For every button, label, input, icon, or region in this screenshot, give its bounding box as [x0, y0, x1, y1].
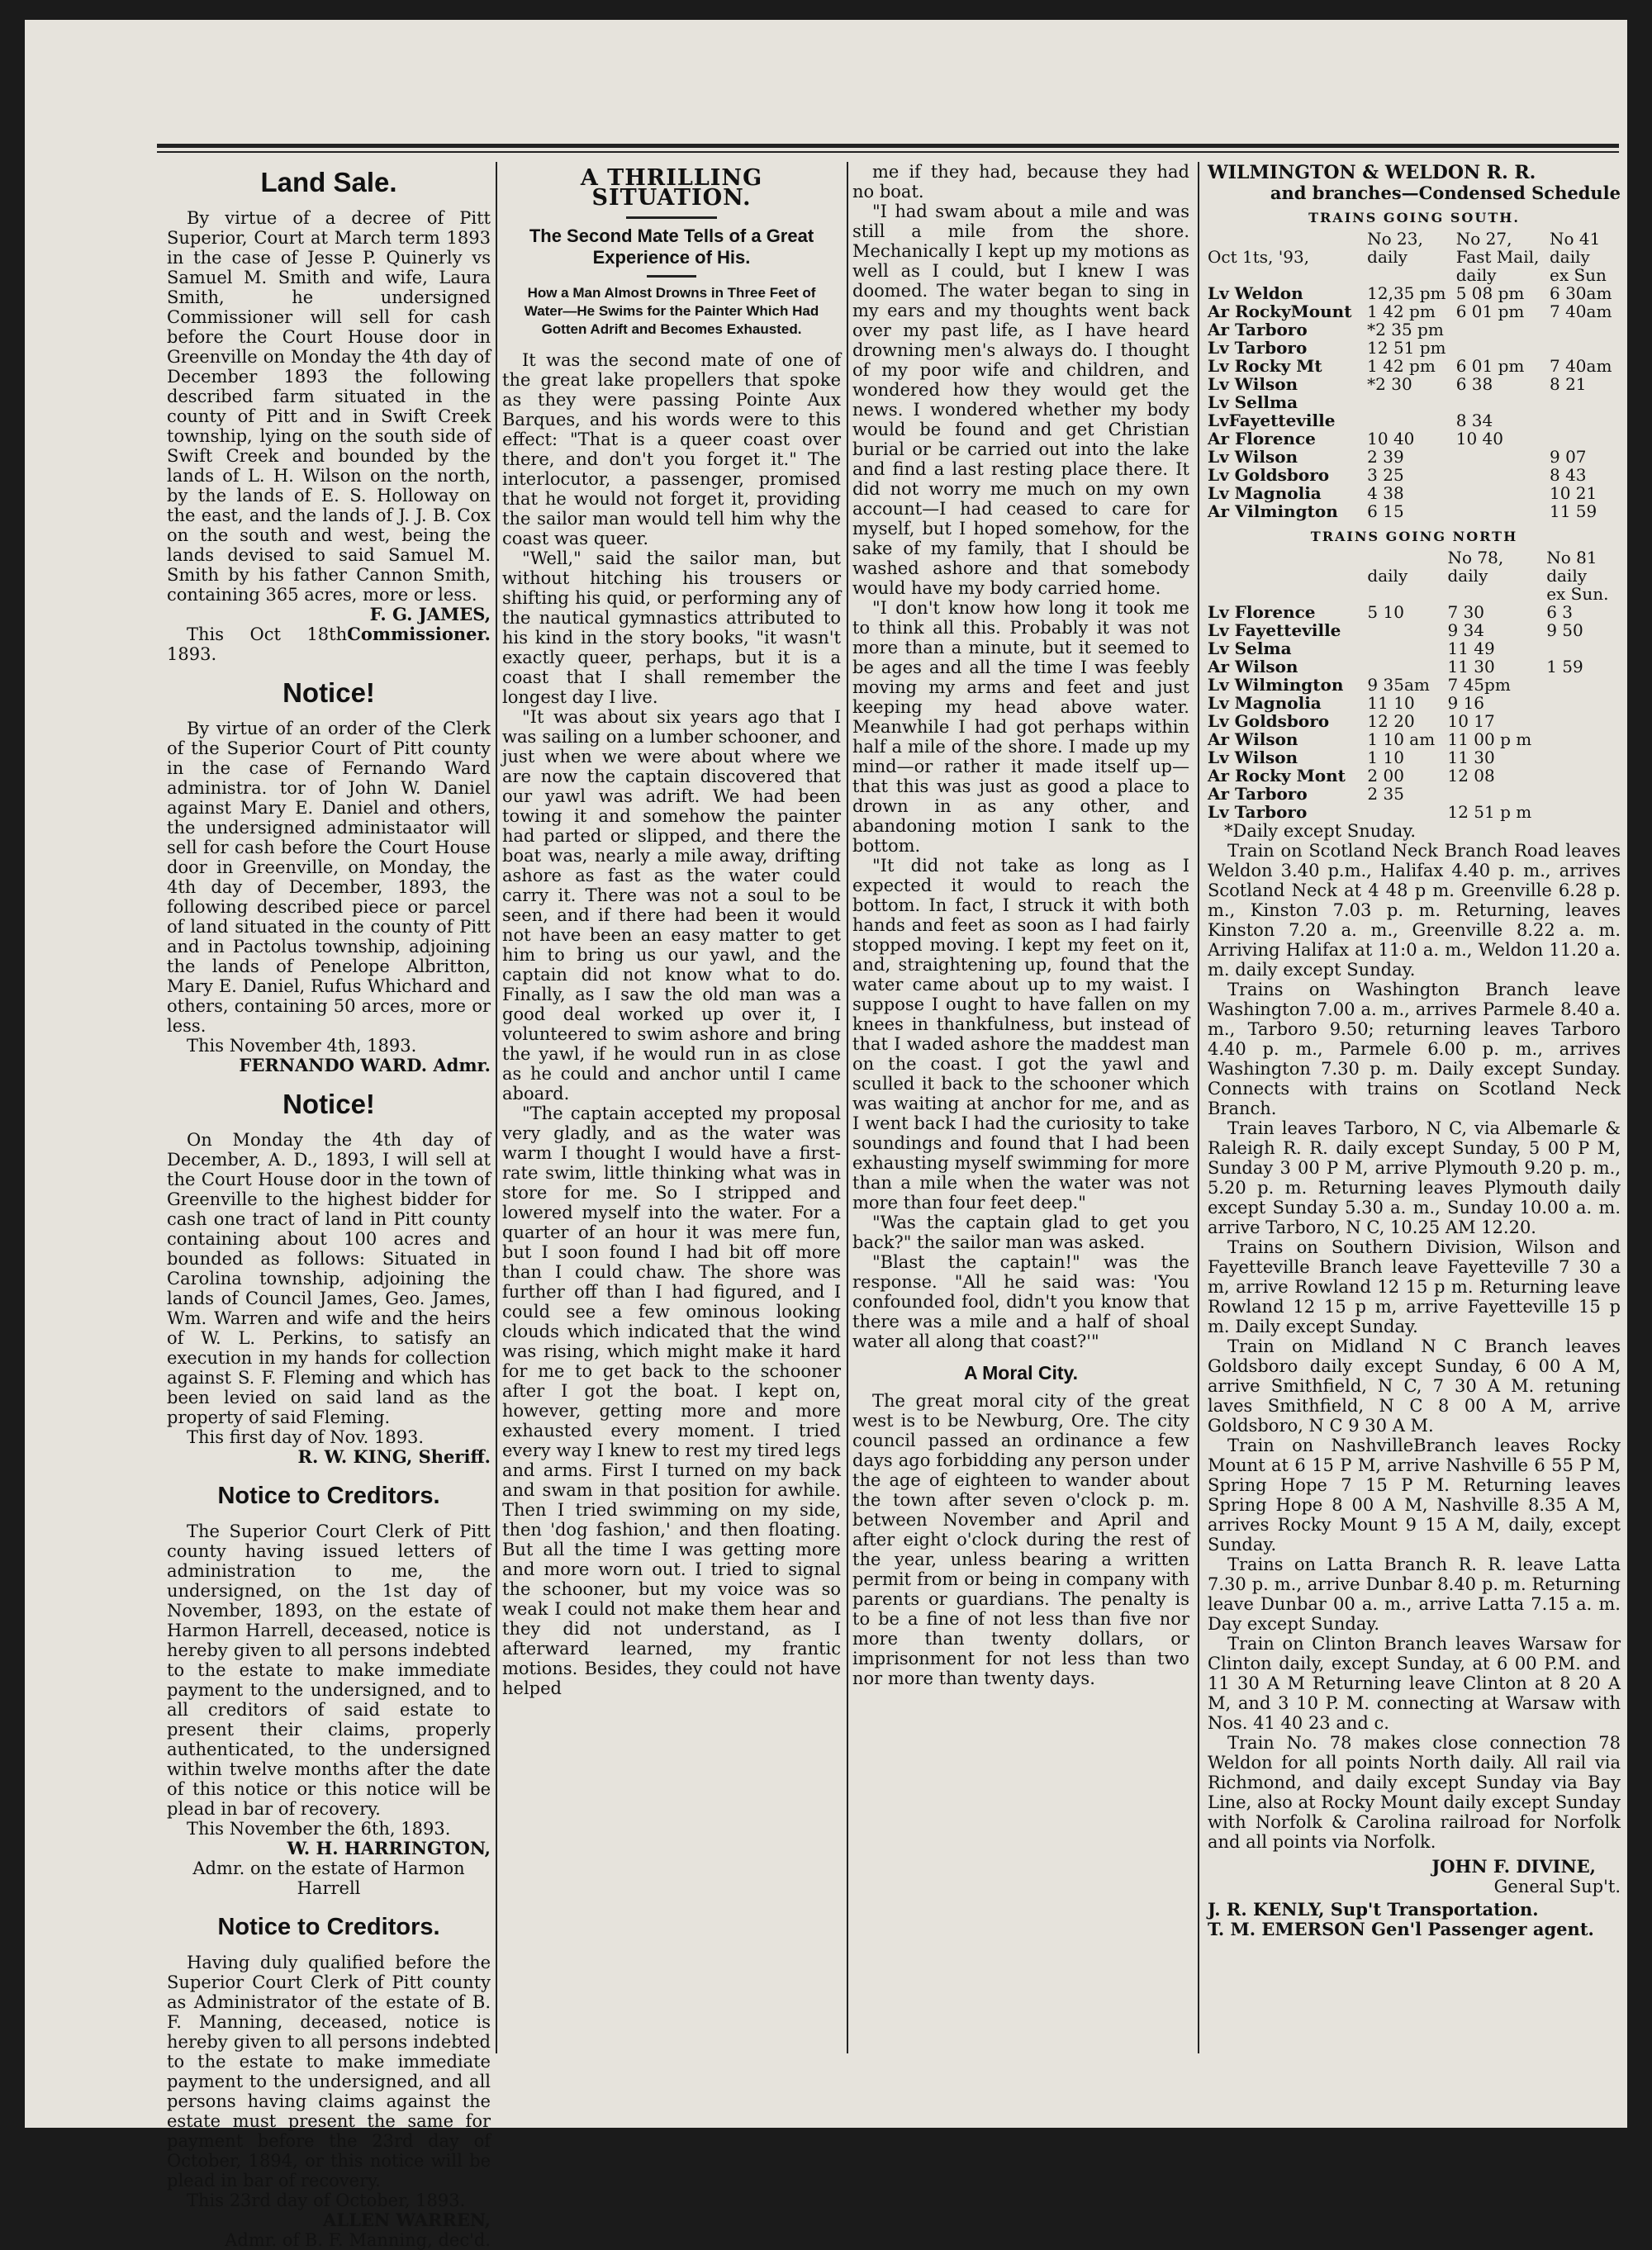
timetable-header-cell: [1208, 567, 1367, 585]
time-cell: [1367, 657, 1447, 676]
land-sale-notice: [167, 165, 491, 664]
time-cell: 7 30: [1447, 602, 1485, 622]
time-cell: [1456, 393, 1550, 411]
railroad-column: [1208, 162, 1621, 2070]
time-cell: [1550, 339, 1621, 357]
branch-schedule-paragraph: Train on Scotland Neck Branch Road leaves Weldon 3.40 p.m., Halifax 4.40 p. m., arrives Scotland Neck at 4 48 p m. Greenville 6.28 p. m., Kinston 7.03 p. m. Returning, leaves Kinston 7.20 a. m., Greenville 8.22 a. m. Arriving Halifax at 11:0 a. m., Weldon 11.20 a. m. daily except Sunday.: [1208, 841, 1621, 980]
time-cell: [1546, 785, 1621, 803]
time-cell: 1 42 pm: [1367, 356, 1436, 376]
timetable-header-cell: Fast Mail,: [1455, 247, 1540, 267]
time-cell: 8 34: [1455, 411, 1493, 430]
signer-divine-role: General Sup't.: [1493, 1877, 1621, 1896]
south-timetable-row: [1208, 357, 1621, 375]
time-cell: 12,35 pm: [1367, 283, 1446, 303]
time-cell: [1456, 448, 1550, 466]
station-name: Lv Fayetteville: [1208, 620, 1341, 640]
time-cell: [1546, 767, 1621, 785]
south-timetable-row: [1208, 448, 1621, 466]
creditors-harrington: [167, 1479, 491, 1898]
time-cell: 1 59: [1546, 657, 1583, 676]
time-cell: 11 49: [1447, 638, 1495, 658]
land-sale-role: Commissioner.: [347, 624, 491, 644]
time-cell: 6 15: [1367, 501, 1404, 521]
story-paragraph: "Well," said the sailor man, but without hitching his trousers or shifting his quid, or performing any of the nautical gymnastics attributed to his kind in the story books, "it wasn't exactly queer, perhaps, but it is a coast that I shall remember the longest day I live.: [502, 548, 841, 707]
south-timetable-header: [1208, 248, 1621, 266]
land-sale-title: Land Sale.: [260, 167, 397, 197]
timetable-header-cell: Oct 1ts, '93,: [1208, 247, 1310, 267]
south-timetable: [1208, 230, 1621, 520]
branch-schedules: [1208, 841, 1621, 1852]
timetable-header-cell: ex Sun: [1550, 265, 1607, 285]
timetable-header-cell: [1208, 585, 1367, 603]
time-cell: 9 16: [1447, 693, 1485, 713]
south-timetable-row: [1208, 430, 1621, 448]
timetable-header-cell: daily: [1546, 566, 1588, 586]
time-cell: 1 10: [1367, 748, 1404, 767]
time-cell: 9 35am: [1367, 675, 1430, 695]
time-cell: 7 45pm: [1447, 675, 1511, 695]
column-rule-2: [847, 162, 848, 2053]
station-name: Ar Florence: [1208, 429, 1316, 449]
time-cell: 11 00 p m: [1447, 729, 1532, 749]
time-cell: 3 25: [1367, 465, 1404, 485]
story-deck: How a Man Almost Drowns in Three Feet of Water—He Swims for the Painter Which Had Gotten Adrift and Becomes Exhausted.: [524, 285, 819, 337]
station-name: Lv Wilson: [1208, 748, 1298, 767]
story-title-rule: [626, 216, 717, 219]
north-timetable-row: [1208, 748, 1621, 767]
time-cell: 12 08: [1447, 766, 1495, 786]
moral-city-title: A Moral City.: [963, 1362, 1078, 1384]
time-cell: [1546, 694, 1621, 712]
north-timetable-row: [1208, 676, 1621, 694]
notice-king-date: This first day of Nov. 1893.: [187, 1427, 425, 1447]
north-timetable-row: [1208, 785, 1621, 803]
north-timetable-row: [1208, 603, 1621, 621]
signer-kenly: J. R. KENLY, Sup't Transportation.: [1208, 1899, 1539, 1920]
timetable-header-cell: [1208, 266, 1367, 284]
time-cell: [1546, 803, 1621, 821]
time-cell: [1546, 639, 1621, 657]
creditors-harrington-body: The Superior Court Clerk of Pitt county having issued letters of administration to me, the undersigned, on the 1st day of November, 1893, on the estate of Harmon Harrell, deceased, notice is hereby given to all persons indebted to the estate to make immediate payment to the undersigned, and to all creditors of said estate to present their claims, properly authenticated, to the undersigned within twelve months after the date of this notice or this notice will be plead in bar of recovery.: [167, 1521, 491, 1819]
time-cell: [1367, 393, 1456, 411]
branch-schedule-paragraph: Trains on Washington Branch leave Washington 7.00 a. m., arrives Parmele 8.40 a. m., Tarboro 9.50; returning leaves Tarboro 4.40 p. m., Parmele 6.00 p. m., arrives Washington 7.30 p. m. Daily except Sunday. Connects with trains on Scotland Neck Branch.: [1208, 980, 1621, 1118]
station-name: Lv Wilmington: [1208, 675, 1344, 695]
daily-note: *Daily except Snuday.: [1224, 821, 1416, 841]
time-cell: [1546, 730, 1621, 748]
story-column-1: [502, 162, 841, 2070]
station-name: Lv Wilson: [1208, 374, 1298, 394]
time-cell: [1456, 320, 1550, 339]
time-cell: 8 21: [1550, 374, 1587, 394]
legal-notices-column: [167, 162, 491, 2250]
story-title: A THRILLING SITUATION.: [580, 165, 763, 211]
time-cell: *2 30: [1367, 374, 1412, 394]
north-timetable-header: [1208, 567, 1621, 585]
time-cell: 1 42 pm: [1367, 301, 1436, 321]
branch-schedule-paragraph: Trains on Latta Branch R. R. leave Latta 7.30 p. m., arrive Dunbar 8.40 p. m. Returning leave Dunbar 00 a. m., arrive Latta 7.15 a. m. Day except Sunday.: [1208, 1555, 1621, 1634]
north-timetable-header: [1208, 548, 1621, 567]
south-heading: TRAINS GOING SOUTH.: [1308, 210, 1520, 225]
time-cell: [1550, 320, 1621, 339]
column-rule-3: [1198, 162, 1199, 2053]
time-cell: [1550, 430, 1621, 448]
south-timetable-row: [1208, 502, 1621, 520]
station-name: Ar Vilmington: [1208, 501, 1338, 521]
north-timetable-row: [1208, 639, 1621, 657]
creditors-warren: [167, 1910, 491, 2250]
timetable-header-cell: [1208, 548, 1367, 567]
story-column-2: [852, 162, 1189, 2070]
story-paragraph: It was the second mate of one of the great lake propellers that spoke as they were passing Pointe Aux Barques, and his words were to this effect: "That is a queer coast over there, and don't you forget it." The interlocutor, a passenger, promised that he would not forget it, providing the sailor man would tell him why the coast was queer.: [502, 350, 841, 548]
time-cell: 12 51 p m: [1447, 802, 1532, 822]
time-cell: 7 40am: [1550, 356, 1612, 376]
branch-schedule-paragraph: Trains on Southern Division, Wilson and Fayetteville Branch leave Fayetteville 7 30 a m, arrive Rowland 12 15 p m. Returning leave Rowland 12 15 p m, arrive Fayetteville 15 p m. Daily except Sunday.: [1208, 1237, 1621, 1336]
station-name: Ar Tarboro: [1208, 784, 1308, 804]
time-cell: [1367, 411, 1456, 430]
story-paragraph: "Was the captain glad to get you back?" the sailor man was asked.: [852, 1213, 1189, 1252]
station-name: Ar Rocky Mont: [1208, 766, 1346, 786]
south-timetable-row: [1208, 375, 1621, 393]
station-name: Ar Wilson: [1208, 657, 1298, 676]
creditors-harrington-role: Admr. on the estate of Harmon Harrell: [192, 1858, 465, 1898]
notice-ward-date: This November 4th, 1893.: [187, 1036, 417, 1056]
north-timetable-row: [1208, 803, 1621, 821]
time-cell: 2 35: [1367, 784, 1404, 804]
north-heading: TRAINS GOING NORTH: [1310, 529, 1518, 544]
north-timetable-row: [1208, 657, 1621, 676]
notice-ward-signer: FERNANDO WARD. Admr.: [239, 1055, 491, 1075]
station-name: Lv Selma: [1208, 638, 1292, 658]
story-paragraph: me if they had, because they had no boat.: [852, 162, 1189, 202]
north-timetable: [1208, 548, 1621, 821]
time-cell: 10 40: [1455, 429, 1503, 449]
time-cell: [1367, 621, 1447, 639]
timetable-header-cell: [1367, 548, 1447, 567]
time-cell: 5 08 pm: [1455, 283, 1525, 303]
timetable-header-cell: No 23,: [1367, 229, 1423, 249]
time-cell: 12 51 pm: [1367, 338, 1446, 358]
timetable-header-cell: [1367, 585, 1447, 603]
newspaper-page: [25, 20, 1627, 2250]
south-timetable-row: [1208, 411, 1621, 430]
station-name: LvFayetteville: [1208, 411, 1336, 430]
time-cell: 8 43: [1550, 465, 1587, 485]
story-paragraph: "I don't know how long it took me to think all this. Probably it was not more than a minute, but it seemed to be ages and all the time I was feebly moving my arms and feet and just keeping my head above water. Meanwhile I had got perhaps within half a mile of the shore. I made up my mind—or rather it made itself up—that this was just as good a place to drown in as any other, and abandoning motion I sank to the bottom.: [852, 598, 1189, 856]
signer-emerson: T. M. EMERSON Gen'l Passenger agent.: [1208, 1919, 1594, 1939]
time-cell: 11 30: [1447, 657, 1495, 676]
station-name: Lv Sellma: [1208, 392, 1298, 412]
time-cell: 6 01 pm: [1455, 301, 1525, 321]
station-name: Lv Florence: [1208, 602, 1316, 622]
railroad-subtitle: and branches—Condensed Schedule: [1270, 183, 1621, 203]
station-name: Ar RockyMount: [1208, 301, 1352, 321]
station-name: Ar Wilson: [1208, 729, 1298, 749]
station-name: Lv Magnolia: [1208, 693, 1322, 713]
timetable-header-cell: daily: [1367, 247, 1408, 267]
time-cell: [1448, 785, 1547, 803]
time-cell: [1456, 339, 1550, 357]
north-timetable-row: [1208, 712, 1621, 730]
branch-schedule-paragraph: Train No. 78 makes close connection 78 Weldon for all points North daily. All rail via Richmond, and daily except Sunday via Bay Line, also at Rocky Mount daily except Sunday with Norfolk & Carolina railroad for Norfolk and all points via Norfolk.: [1208, 1733, 1621, 1852]
time-cell: 10 17: [1447, 711, 1495, 731]
timetable-header-cell: No 41: [1550, 229, 1601, 249]
creditors-warren-body: Having duly qualified before the Superior Court Clerk of Pitt county as Administrator of the estate of B. F. Manning, deceased, notice is hereby given to all persons indebted to the estate to make immediate payment to the undersigned, and all persons having claims against the estate must present the same for payment before the 23rd day of October, 1894, or this notice will be plead in bar of recovery.: [167, 1953, 491, 2191]
south-timetable-row: [1208, 320, 1621, 339]
land-sale-signer: F. G. JAMES,: [369, 604, 491, 624]
creditors-warren-role: Admr. of B. F. Manning, dec'd.: [225, 2230, 491, 2250]
station-name: Lv Tarboro: [1208, 802, 1308, 822]
notice-king: [167, 1087, 491, 1467]
branch-schedule-paragraph: Train on Midland N C Branch leaves Goldsboro daily except Sunday, 6 00 A M, arrive Smithfield, N C, 7 30 A M. retuning laves Smithfield, N C 8 00 A M, arrive Goldsboro, N C 9 30 A M.: [1208, 1336, 1621, 1436]
story-part-2: [852, 162, 1189, 1351]
moral-city-body: The great moral city of the great west is to be Newburg, Ore. The city council passed an ordinance a few days ago forbidding any person under the age of eighteen to wander about the town after seven o'clock p. m. between November and April and after eight o'clock during the rest of the year, unless bearing a written permit from or being in company with parents or guardians. The penalty is to be a fine of not less than five nor more than twenty dollars, or imprisonment for not less than two nor more than twenty days.: [852, 1391, 1189, 1688]
story-subtitle: The Second Mate Tells of a Great Experience of His.: [529, 225, 814, 268]
time-cell: 11 30: [1447, 748, 1495, 767]
time-cell: 10 40: [1367, 429, 1415, 449]
notice-king-title: Notice!: [282, 1089, 375, 1119]
column-rule-1: [496, 162, 497, 2053]
time-cell: [1456, 484, 1550, 502]
timetable-header-cell: [1208, 230, 1367, 248]
north-timetable-row: [1208, 767, 1621, 785]
creditors-harrington-title: Notice to Creditors.: [217, 1483, 440, 1509]
timetable-header-cell: No 78,: [1447, 548, 1504, 567]
time-cell: [1367, 639, 1447, 657]
timetable-header-cell: ex Sun.: [1546, 584, 1609, 604]
timetable-header-cell: No 81: [1546, 548, 1597, 567]
time-cell: [1456, 502, 1550, 520]
station-name: Lv Weldon: [1208, 283, 1303, 303]
time-cell: [1546, 676, 1621, 694]
south-timetable-row: [1208, 484, 1621, 502]
time-cell: 9 50: [1546, 620, 1583, 640]
station-name: Lv Tarboro: [1208, 338, 1308, 358]
time-cell: *2 35 pm: [1367, 320, 1444, 339]
time-cell: [1546, 712, 1621, 730]
timetable-header-cell: daily: [1447, 566, 1488, 586]
north-timetable-row: [1208, 694, 1621, 712]
station-name: Ar Tarboro: [1208, 320, 1308, 339]
story-subtitle-rule: [647, 275, 696, 278]
timetable-header-cell: No 27,: [1455, 229, 1512, 249]
notice-king-signer: R. W. KING, Sheriff.: [297, 1446, 491, 1467]
south-timetable-header: [1208, 266, 1621, 284]
railroad-title: WILMINGTON & WELDON R. R.: [1208, 162, 1536, 183]
branch-schedule-paragraph: Train on Clinton Branch leaves Warsaw for Clinton daily, except Sunday, at 6 00 P.M. and 11 30 A M Returning leave Clinton at 8 20 A M, and 3 10 P. M. connecting at Warsaw with Nos. 41 40 23 and c.: [1208, 1634, 1621, 1733]
station-name: Lv Goldsboro: [1208, 711, 1330, 731]
creditors-harrington-date: This November the 6th, 1893.: [187, 1819, 451, 1839]
north-timetable-row: [1208, 730, 1621, 748]
north-timetable-header: [1208, 585, 1621, 603]
south-timetable-row: [1208, 302, 1621, 320]
signer-divine: JOHN F. DIVINE,: [1431, 1856, 1596, 1877]
time-cell: [1550, 393, 1621, 411]
time-cell: 10 21: [1550, 483, 1597, 503]
land-sale-footer: [167, 624, 491, 664]
north-timetable-row: [1208, 621, 1621, 639]
timetable-header-cell: [1367, 266, 1456, 284]
creditors-warren-date: This 23rd day of October, 1893.: [187, 2191, 466, 2210]
time-cell: 2 39: [1367, 447, 1404, 467]
south-timetable-row: [1208, 466, 1621, 484]
timetable-header-cell: daily: [1455, 265, 1497, 285]
south-timetable-header: [1208, 230, 1621, 248]
story-part-1: [502, 350, 841, 1698]
notice-king-body: On Monday the 4th day of December, A. D., 1893, I will sell at the Court House door in the town of Greenville to the highest bidder for cash one tract of land in Pitt county containing about 100 acres and bounded as follows: Situated in Carolina township, adjoining the lands of Council James, Geo. James, Wm. Warren and wife and the heirs of W. L. Perkins, to satisfy an execution in my hands for collection against S. F. Fleming and which has been levied on said land as the property of said Fleming.: [167, 1130, 491, 1427]
creditors-harrington-signer: W. H. HARRINGTON,: [287, 1838, 491, 1858]
story-paragraph: "It was about six years ago that I was sailing on a lumber schooner, and just when we were about where we are now the captain discovered that our yawl was adrift. We had been towing it and somehow the painter had parted or slipped, and there the boat was, nearly a mile away, drifting ashore as fast as the water could carry it. There was not a soul to be seen, and if there had been it would not have been an easy matter to get him to bring us our yawl, and the captain did not know what to do. Finally, as I saw the old man was a good deal worked up over it, I volunteered to swim ashore and bring the yawl, if he would run in as close as he could and anchor until I came aboard.: [502, 707, 841, 1104]
story-paragraph: "Blast the captain!" was the response. "All he said was: 'You confounded fool, didn't you know that there was a mile and a half of shoal water all along that coast?'": [852, 1252, 1189, 1351]
top-rule: [157, 144, 1619, 148]
time-cell: [1546, 748, 1621, 767]
time-cell: 11 59: [1550, 501, 1597, 521]
station-name: Lv Magnolia: [1208, 483, 1322, 503]
branch-schedule-paragraph: Train leaves Tarboro, N C, via Albemarle & Raleigh R. R. daily except Sunday, 5 00 P M, Sunday 3 00 P M, arrive Plymouth 9.20 p. m., 5.20 p. m. Returning leaves Plymouth daily except Sunday 5.30 a. m., Sunday 10.00 a. m. arrive Tarboro, N C, 10.25 AM 12.20.: [1208, 1118, 1621, 1237]
timetable-header-cell: daily: [1550, 247, 1590, 267]
notice-ward-title: Notice!: [282, 677, 375, 708]
time-cell: 6 38: [1455, 374, 1493, 394]
time-cell: [1456, 466, 1550, 484]
branch-schedule-paragraph: Train on NashvilleBranch leaves Rocky Mount at 6 15 P M, arrive Nashville 6 55 P M, Spring Hope 7 15 P M. Returning leaves Spring Hope 8 00 A M, Nashville 8.35 A M, arrives Rocky Mount 9 15 A M, daily, except Sunday.: [1208, 1436, 1621, 1555]
creditors-warren-signer: ALLEN WARREN,: [323, 2210, 491, 2230]
time-cell: 6 01 pm: [1455, 356, 1525, 376]
timetable-header-cell: daily: [1367, 566, 1408, 586]
time-cell: 1 10 am: [1367, 729, 1436, 749]
story-paragraph: "The captain accepted my proposal very gladly, and as the water was warm I thought I would have a first-rate swim, little thinking what was in store for me. So I stripped and lowered myself into the water. For a quarter of an hour it was mere fun, but I soon found I had bit off more than I could chaw. The shore was further off than I had figured, and I could see a few ominous looking clouds which indicated that the wind was rising, which might make it hard for me to get back to the schooner after I got the boat. I kept on, however, getting more and more exhausted every moment. I tried every way I knew to rest my tired legs and arms. First I turned on my back and swam in that position for awhile. Then I tried swimming on my side, then 'dog fashion,' and then floating. But all the time I was getting more and more worn out. I tried to signal the schooner, but my voice was so weak I could not make them hear and they did not understand, as I afterward learned, my frantic motions. Besides, they could not have helped: [502, 1104, 841, 1698]
station-name: Lv Rocky Mt: [1208, 356, 1322, 376]
land-sale-date: This Oct 18th 1893.: [167, 624, 348, 664]
time-cell: 12 20: [1367, 711, 1415, 731]
time-cell: 2 00: [1367, 766, 1404, 786]
station-name: Lv Goldsboro: [1208, 465, 1330, 485]
land-sale-body: By virtue of a decree of Pitt Superior, Court at March term 1893 in the case of Jesse P. Quinerly vs Samuel M. Smith and wife, Laura Smith, he undersigned Commissioner will sell for cash before the Court House door in Greenville on Monday the 4th day of December 1893 the following described farm situated in the county of Pitt and in Swift Creek township, lying on the south side of Swift Creek and bounded by the lands of L. H. Wilson on the north, by the lands of E. S. Holloway on the east, and the lands of J. J. B. Cox on the south and west, being the lands devised to said Samuel M. Smith by his father Cannon Smith, containing 365 acres, more or less.: [167, 208, 491, 605]
time-cell: [1367, 803, 1447, 821]
time-cell: 9 07: [1550, 447, 1587, 467]
south-timetable-row: [1208, 284, 1621, 302]
time-cell: 7 40am: [1550, 301, 1612, 321]
creditors-warren-title: Notice to Creditors.: [217, 1914, 440, 1940]
time-cell: 4 38: [1367, 483, 1404, 503]
time-cell: 5 10: [1367, 602, 1404, 622]
station-name: Lv Wilson: [1208, 447, 1298, 467]
south-timetable-row: [1208, 393, 1621, 411]
notice-ward-body: By virtue of an order of the Clerk of the Superior Court of Pitt county in the case of Fernando Ward administra. tor of John W. Daniel against Mary E. Daniel and others, the undersigned administaator will sell for cash before the Court House door in Greenville, on Monday, the 4th day of December, 1893, the following described piece or parcel of land situated in the county of Pitt and in Pactolus township, adjoining the lands of Penelope Albritton, Mary E. Daniel, Rufus Whichard and others, containing 50 arces, more or less.: [167, 719, 491, 1036]
time-cell: 6 3: [1546, 602, 1574, 622]
time-cell: 11 10: [1367, 693, 1415, 713]
south-timetable-row: [1208, 339, 1621, 357]
story-paragraph: "It did not take as long as I expected it would to reach the bottom. In fact, I struck it with both hands and feet as soon as I had fairly stopped moving. I kept my feet on it, and, straightening up, found that the water came about up to my waist. I suppose I ought to have fallen on my knees in thankfulness, but instead of that I waded ashore the maddest man on the coast. I got the yawl and sculled it back to the schooner which was waiting at anchor for me, and as I went back I had the curiosity to take soundings and found that I had been exhausting myself swimming for more than a mile when the water was not more than four feet deep.": [852, 856, 1189, 1213]
time-cell: 9 34: [1447, 620, 1485, 640]
time-cell: 6 30am: [1550, 283, 1612, 303]
time-cell: [1550, 411, 1621, 430]
timetable-header-cell: [1448, 585, 1547, 603]
notice-ward: [167, 676, 491, 1075]
top-rule-thin: [157, 151, 1619, 153]
story-paragraph: "I had swam about a mile and was still a mile from the shore. Mechanically I kept up my motions as well as I could, but I knew I was doomed. The water began to sing in my ears and my thoughts went back over my past life, as I have heard drowning men's always do. I thought of my poor wife and children, and wondered how they would get the news. I wondered whether my body would be found and get Christian burial or be carried out into the lake and find a last resting place there. It did not worry me much on my own account—I had ceased to care for myself, but I hoped somehow, for the sake of my family, that I should be washed ashore and that somebody would have my body carried home.: [852, 202, 1189, 598]
